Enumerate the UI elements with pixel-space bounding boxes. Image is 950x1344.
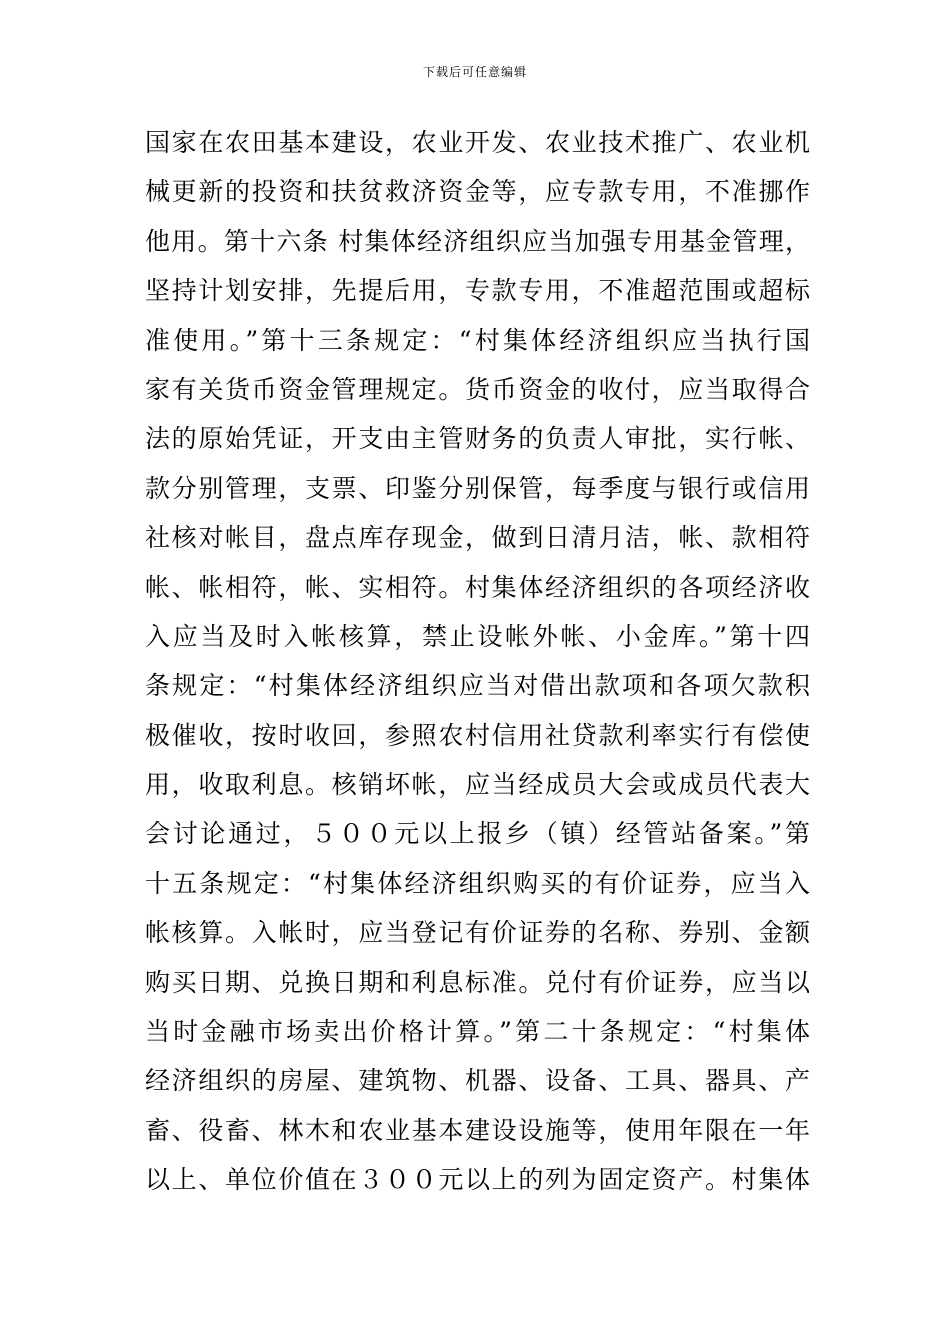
text-line: 畜、役畜、林木和农业基本建设设施等，使用年限在一年	[145, 1115, 810, 1145]
text-line: 国家在农田基本建设，农业开发、农业技术推广、农业机	[145, 128, 810, 157]
document-body	[145, 118, 810, 1205]
page-header: 下载后可任意编辑	[422, 65, 527, 79]
text-line: 准使用。”第十三条规定：“村集体经济组织应当执行国	[145, 325, 810, 355]
text-line: 经济组织的房屋、建筑物、机器、设备、工具、器具、产	[145, 1066, 810, 1096]
text-line: 家有关货币资金管理规定。货币资金的收付，应当取得合	[145, 374, 810, 404]
text-line: 购买日期、兑换日期和利息标准。兑付有价证券，应当以	[145, 967, 810, 997]
text-line: 帐核算。入帐时，应当登记有价证券的名称、券别、金额	[145, 918, 810, 948]
text-line: 他用。第十六条 村集体经济组织应当加强专用基金管理，	[145, 226, 810, 256]
text-line: 社核对帐目，盘点库存现金，做到日清月洁，帐、款相符	[145, 523, 810, 553]
text-line: 条规定：“村集体经济组织应当对借出款项和各项欠款积	[145, 671, 810, 701]
text-line: 款分别管理，支票、印鉴分别保管，每季度与银行或信用	[145, 473, 810, 503]
text-line: 械更新的投资和扶贫救济资金等，应专款专用，不准挪作	[145, 177, 810, 207]
text-line: 十五条规定：“村集体经济组织购买的有价证券，应当入	[145, 868, 810, 898]
text-line: 会讨论通过，５００元以上报乡（镇）经管站备案。”第	[145, 819, 810, 849]
text-line: 用，收取利息。核销坏帐，应当经成员大会或成员代表大	[145, 770, 810, 800]
text-line: 法的原始凭证，开支由主管财务的负责人审批，实行帐、	[145, 424, 810, 454]
text-line: 坚持计划安排，先提后用，专款专用，不准超范围或超标	[145, 276, 810, 306]
text-line: 以上、单位价值在３００元以上的列为固定资产。村集体	[145, 1165, 810, 1195]
text-line: 帐、帐相符，帐、实相符。村集体经济组织的各项经济收	[145, 572, 810, 602]
text-line: 当时金融市场卖出价格计算。”第二十条规定：“村集体	[145, 1017, 810, 1047]
text-line: 入应当及时入帐核算，禁止设帐外帐、小金库。”第十四	[145, 621, 810, 651]
text-line: 极催收，按时收回，参照农村信用社贷款利率实行有偿使	[145, 720, 810, 750]
